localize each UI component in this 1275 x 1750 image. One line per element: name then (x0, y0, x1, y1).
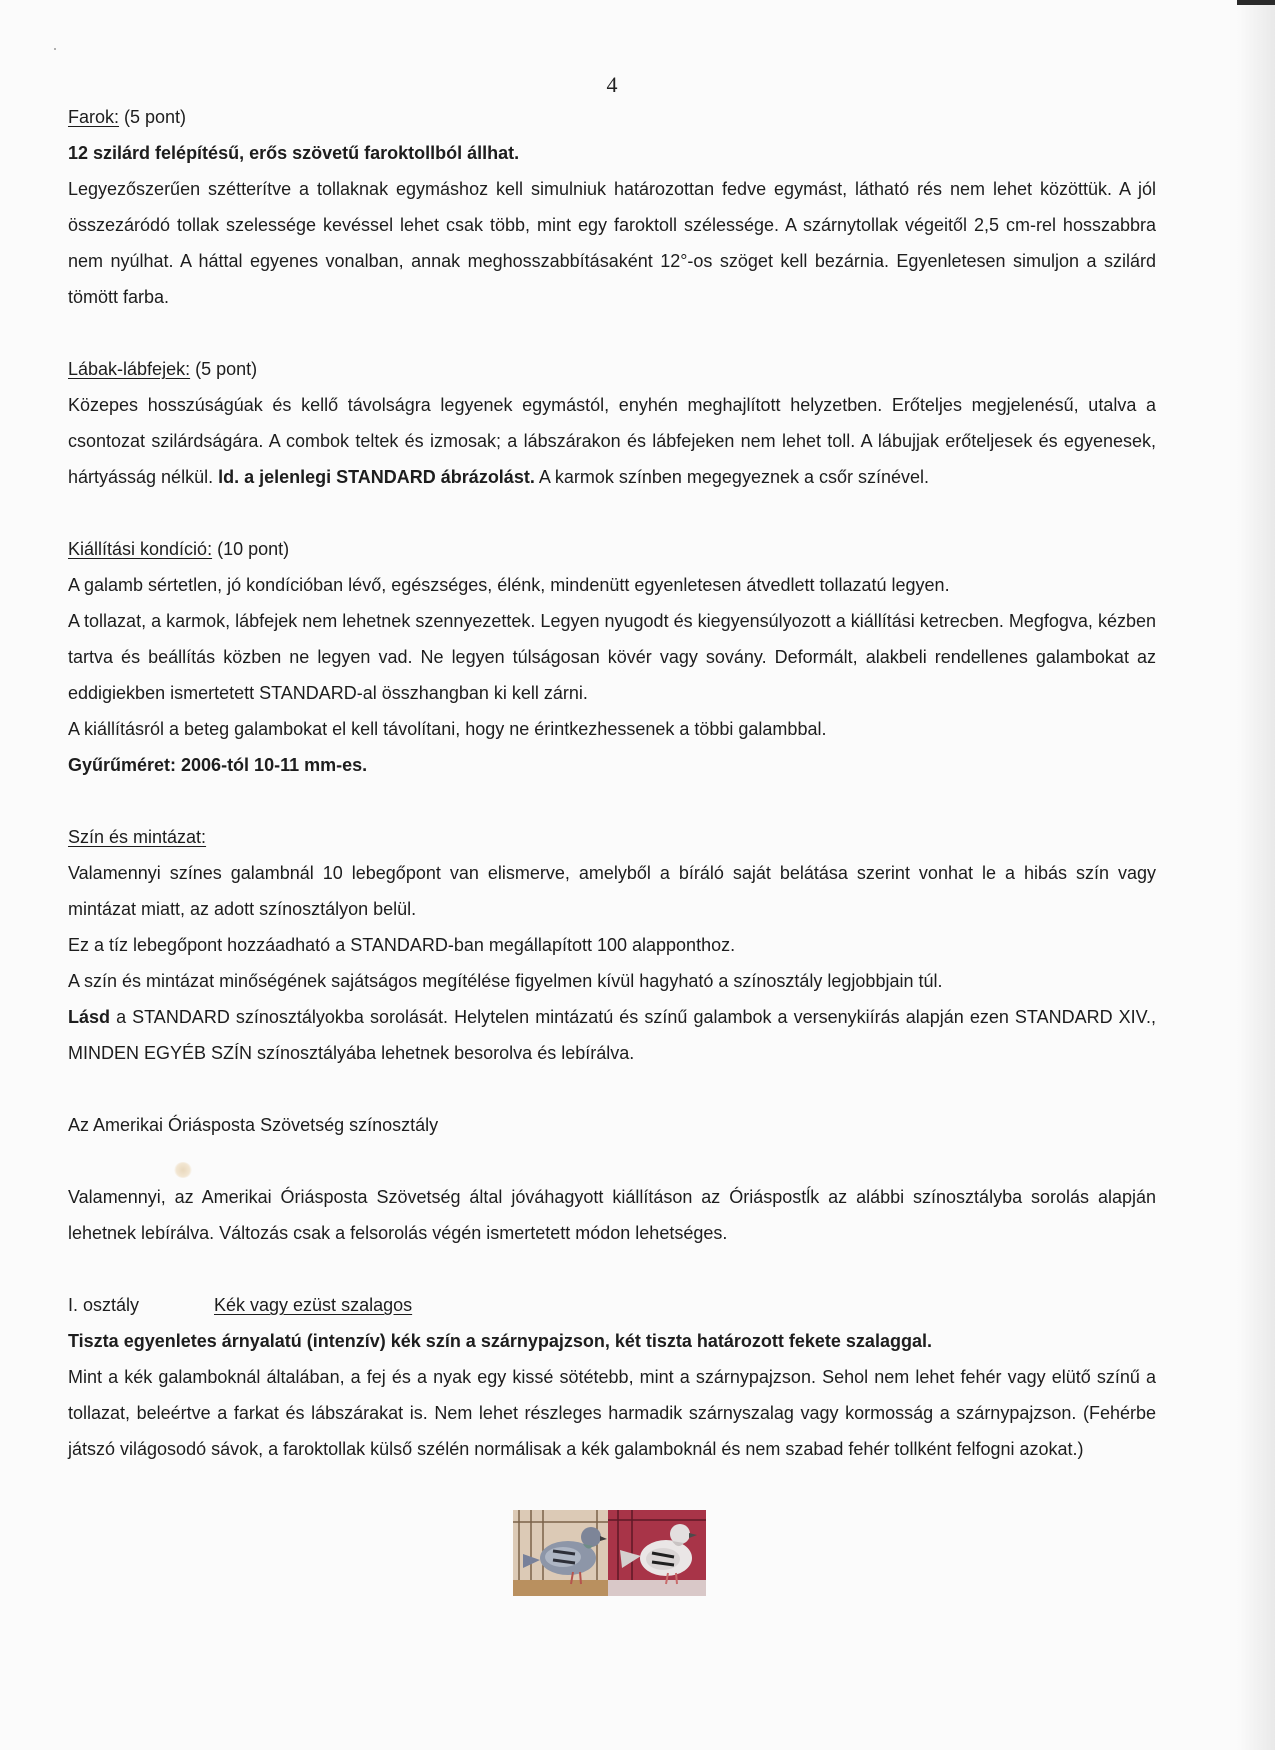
silver-pigeon-photo (608, 1510, 706, 1596)
document-body (68, 99, 1156, 1467)
farok-heading-line (68, 99, 1156, 135)
labak-bold-reference: ld. a jelenlegi STANDARD ábrázolást. (218, 467, 535, 487)
scan-smudge (174, 1162, 192, 1178)
labak-text-before: Közepes hosszúságúak és kellő távolságra legyenek egymástól, enyhén meghajlított helyzetben. Erőteljes megjelenésű, utalva a csontozat szilárdságára. A combok teltek és izmosak; a lábszárakon és lábfejeken nem lehet toll. A lábujjak erőteljesek és egyenesek, hártyásság nélkül. (68, 395, 1156, 487)
osztaly-label: I. osztály (68, 1295, 140, 1315)
osztaly-bold-line: Tiszta egyenletes árnyalatú (intenzív) kék szín a szárnypajzson, két tiszta határozott fekete szalaggal. (68, 1331, 932, 1351)
blue-pigeon-image (513, 1510, 608, 1596)
kiallitasi-heading: Kiállítási kondíció: (68, 539, 213, 559)
amerikai-paragraph: Valamennyi, az Amerikai Óriásposta Szövetség által jóváhagyott kiállításon az Óriáspostĺk az alábbi színosztályba sorolás alapján lehetnek lebírálva. Változás csak a felsorolás végén ismertetett módon lehetséges. (68, 1187, 1156, 1243)
scan-edge-shadow (1237, 0, 1275, 1750)
farok-bold-line: 12 szilárd felépítésű, erős szövetű faroktollból állhat. (68, 143, 520, 163)
labak-heading: Lábak-lábfejek: (68, 359, 191, 379)
farok-paragraph: Legyezőszerűen szétterítve a tollaknak egymáshoz kell simulniuk határozottan fedve egymást, látható rés nem lehet közöttük. A jól összezáródó tollak szelessége kevéssel lehet csak több, mint egy faroktoll szélessége. A szárnytollak végeitől 2,5 cm-rel hosszabbra nem nyúlhat. A háttal egyenes vonalban, annak meghosszabbításaként 12°-os szöget kell bezárnia. Egyenletesen simuljon a szilárd tömött farba. (68, 179, 1156, 307)
blue-pigeon-photo (513, 1510, 608, 1596)
szin-line-3: A szín és mintázat minőségének sajátságos megítélése figyelmen kívül hagyható a színosztály legjobbjain túl. (68, 971, 943, 991)
szin-heading-line (68, 819, 1156, 855)
osztaly-paragraph: Mint a kék galamboknál általában, a fej és a nyak egy kissé sötétebb, mint a szárnypajzson. Sehol nem lehet fehér vagy elütő színű a tollazat, beleértve a farkat és lábszárakat is. Nem lehet részleges harmadik szárnyszalag vagy kormosság a szárnypajzson. (Fehérbe játszó világosodó sávok, a faroktollak külső szélén normálisak a kék galamboknál és nem szabad fehér tollként felfogni azokat.) (68, 1367, 1156, 1459)
pigeon-photos (513, 1510, 706, 1596)
lasd-bold: Lásd (68, 1007, 111, 1027)
szin-line-4 (68, 999, 1156, 1071)
kiallitasi-line-2: A tollazat, a karmok, lábfejek nem lehetnek szennyezettek. Legyen nyugodt és kiegyensúlyozott a kiállítási ketrecben. Megfogva, kézben tartva és beállítás közben ne legyen vad. Ne legyen túlságosan kövér vagy sovány. Deformált, alakbeli rendellenes galambokat az eddigiekben ismertetett STANDARD-al összhangban ki kell zárni. (68, 611, 1156, 703)
labak-heading-line (68, 351, 1156, 387)
szin-line-4-text: a STANDARD színosztályokba sorolását. Helytelen mintázatú és színű galambok a versenykiírás alapján ezen STANDARD XIV., MINDEN EGYÉB SZÍN színosztályába lehetnek besorolva és lebírálva. (68, 1007, 1156, 1063)
gyurumeret-line: Gyűrűméret: 2006-tól 10-11 mm-es. (68, 755, 368, 775)
szin-heading: Szín és mintázat: (68, 827, 207, 847)
osztaly-title: Kék vagy ezüst szalagos (214, 1295, 413, 1315)
labak-paragraph (68, 387, 1156, 495)
kiallitasi-heading-line (68, 531, 1156, 567)
osztaly-heading-line (68, 1287, 1156, 1323)
silver-pigeon-image (608, 1510, 706, 1596)
kiallitasi-line-3: A kiállításról a beteg galambokat el kell távolítani, hogy ne érintkezhessenek a többi galambbal. (68, 719, 827, 739)
farok-points: (5 pont) (119, 107, 187, 127)
kiallitasi-points: (10 pont) (212, 539, 290, 559)
farok-heading: Farok: (68, 107, 120, 127)
szin-line-2: Ez a tíz lebegőpont hozzáadható a STANDARD-ban megállapított 100 alapponthoz. (68, 935, 736, 955)
kiallitasi-line-1: A galamb sértetlen, jó kondícióban lévő, egészséges, élénk, mindenütt egyenletesen átvedlett tollazatú legyen. (68, 575, 950, 595)
amerikai-heading: Az Amerikai Óriásposta Szövetség színosztály (68, 1115, 439, 1135)
labak-text-after: A karmok színben megegyeznek a csőr színével. (534, 467, 930, 487)
labak-points: (5 pont) (190, 359, 258, 379)
scan-corner-mark (1237, 0, 1275, 5)
page-number: 4 (606, 72, 618, 97)
szin-line-1: Valamennyi színes galambnál 10 lebegőpont van elismerve, amelyből a bíráló saját belátása szerint vonhat le a hibás szín vagy mintázat miatt, az adott színosztályon belül. (68, 863, 1156, 919)
scan-speck (54, 48, 56, 50)
